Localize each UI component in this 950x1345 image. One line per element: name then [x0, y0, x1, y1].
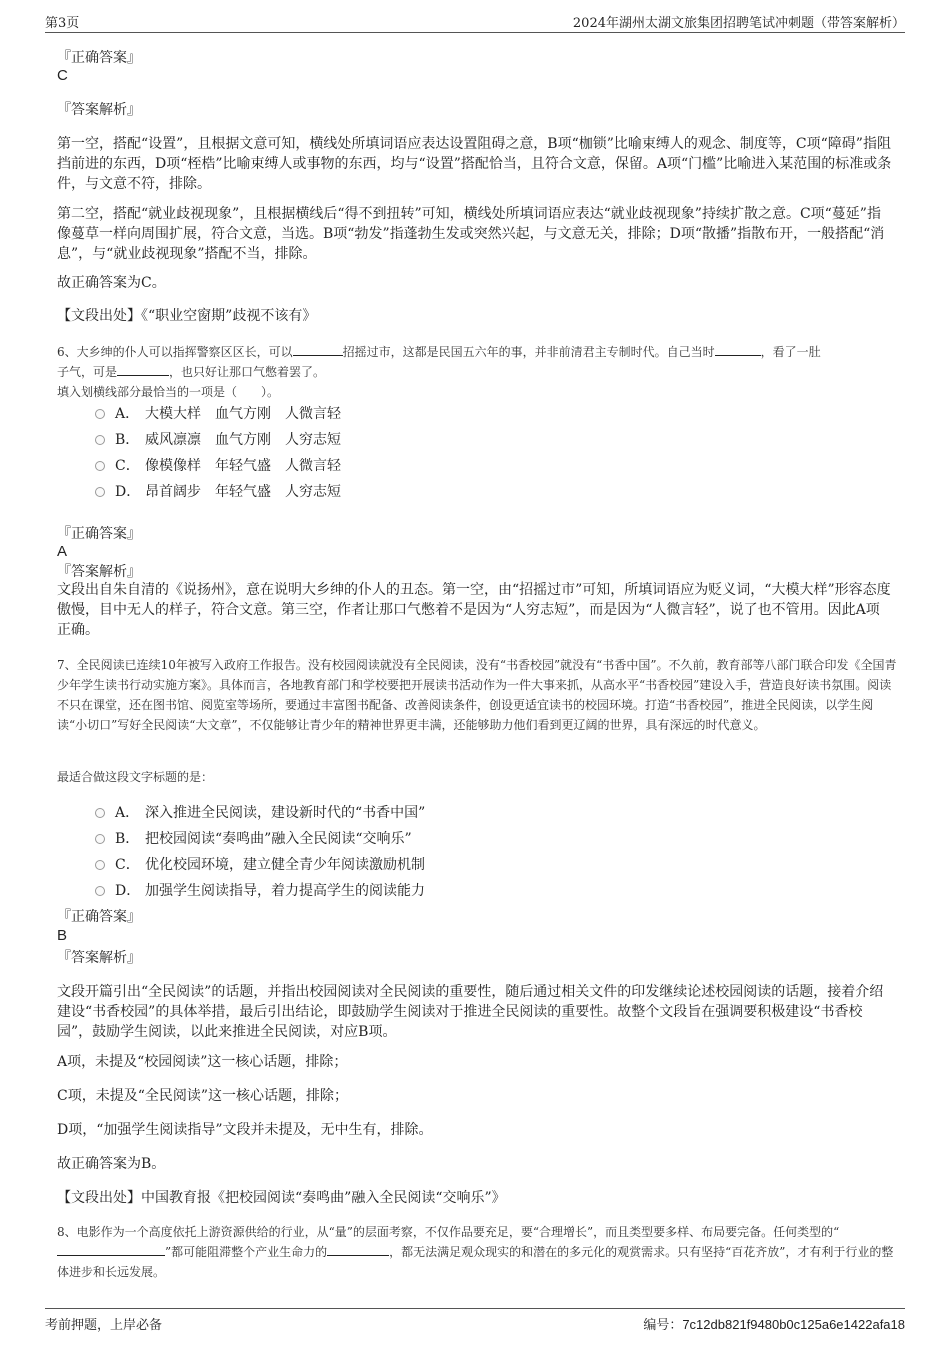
option-letter: D． — [115, 883, 141, 899]
option-text: 优化校园环境，建立健全青少年阅读激励机制 — [145, 857, 425, 873]
q5-source — [57, 306, 892, 326]
q8-blank-1 — [57, 1243, 165, 1256]
q6-option-c[interactable] — [95, 453, 341, 479]
q6-stem — [57, 342, 902, 402]
footer-slogan: 考前押题，上岸必备 — [45, 1318, 163, 1333]
q6-correct-label: 『正确答案』 — [57, 526, 141, 542]
option-word-3: 人穷志短 — [285, 432, 341, 448]
q6-stem-part-5: ，也只好让那口气憋着罢了。 — [169, 365, 326, 379]
q7-source-text: 中国教育报《把校园阅读“奏鸣曲”融入全民阅读“交响乐”》 — [141, 1190, 506, 1206]
option-text: 把校园阅读“奏鸣曲”融入全民阅读“交响乐” — [145, 831, 412, 847]
q7-option-b[interactable] — [95, 826, 425, 852]
q7-option-a[interactable] — [95, 800, 425, 826]
document-code-label: 编号： — [643, 1318, 683, 1333]
option-word-1: 昂首阔步 — [145, 484, 201, 500]
q8-stem-part-2: ”都可能阻滞整个产业生命力的 — [165, 1245, 328, 1259]
q6-options — [95, 401, 341, 505]
q7-analysis-option-a: A项，未提及“校园阅读”这一核心话题，排除； — [57, 1054, 348, 1070]
q7-option-d[interactable] — [95, 878, 425, 904]
option-letter: C． — [115, 458, 140, 474]
document-title: 2024年湖州太湖文旅集团招聘笔试冲刺题（带答案解析） — [572, 16, 905, 31]
option-text: 加强学生阅读指导，着力提高学生的阅读能力 — [145, 883, 425, 899]
q6-stem-part-1: 6、大乡绅的仆人可以指挥警察区区长，可以 — [57, 345, 293, 359]
q8-stem-part-1: 8、电影作为一个高度依托上游资源供给的行业，从“量”的层面考察，不仅作品要充足，要“合理增长”，而且类型要多样、布局要完备。任何类型的“ — [57, 1225, 840, 1239]
q6-answer: A — [57, 543, 68, 560]
option-word-2: 血气方刚 — [215, 432, 271, 448]
q5-source-label: 【文段出处】 — [57, 308, 141, 324]
option-letter: A． — [115, 406, 140, 422]
document-code-value: 7c12db821f9480b0c125a6e1422afa18 — [682, 1317, 905, 1332]
q5-correct-label: 『正确答案』 — [57, 50, 141, 66]
q7-analysis-option-c: C项，未提及“全民阅读”这一核心话题，排除； — [57, 1088, 349, 1104]
q6-analysis-label: 『答案解析』 — [57, 564, 141, 580]
q8-stem — [57, 1222, 902, 1282]
radio-icon[interactable] — [95, 834, 105, 844]
page-footer — [45, 1308, 905, 1333]
radio-icon[interactable] — [95, 808, 105, 818]
q8-stem-part-3: ，都无法满足观众现实的和潜在的多元化的观赏需求。只有坚持“百花齐放”，才有利于行业的整体进步和长远发展。 — [57, 1245, 894, 1279]
radio-icon[interactable] — [95, 860, 105, 870]
document-code — [643, 1314, 905, 1333]
q7-prompt: 最适合做这段文字标题的是： — [57, 770, 214, 784]
radio-icon[interactable] — [95, 409, 105, 419]
option-letter: D． — [115, 484, 141, 500]
q7-stem: 7、全民阅读已连续10年被写入政府工作报告。没有校园阅读就没有全民阅读，没有“书香校园”就没有“书香中国”。不久前，教育部等八部门联合印发《全国青少年学生读书行动实施方案》。具体而言，各地教育部门和学校要把开展读书活动作为一件大事来抓，从高水平“书香校园”建设入手，营造良好读书氛围。阅读不只在课堂，还在图书馆、阅览室等场所，要通过丰富图书配备、改善阅读条件，创设更适宜读书的校园环境。打造“书香校园”，推进全民阅读，以学生阅读“小切口”写好全民阅读“大文章”，不仅能够让青少年的精神世界更丰满，还能够助力他们看到更辽阔的世界，具有深远的时代意义。 — [57, 658, 897, 732]
q7-analysis-paragraph-1: 文段开篇引出“全民阅读”的话题，并指出校园阅读对全民阅读的重要性，随后通过相关文件的印发继续论述校园阅读的话题，接着介绍建设“书香校园”的具体举措，最后引出结论，即鼓励学生阅读对于推进全民阅读的重要性。故整个文段旨在强调要积极建设“书香校园”，鼓励学生阅读，以此来推进全民阅读，对应B项。 — [57, 984, 884, 1040]
q6-option-a[interactable] — [95, 401, 341, 427]
page-number: 第3页 — [45, 16, 80, 31]
q6-option-d[interactable] — [95, 479, 341, 505]
option-letter: C． — [115, 857, 140, 873]
q7-source-label: 【文段出处】 — [57, 1190, 141, 1206]
q5-analysis-paragraph-1: 第一空，搭配“设置”，且根据文意可知，横线处所填词语应表达设置阻碍之意，B项“枷锁”比喻束缚人的观念、制度等，C项“障碍”指阻挡前进的东西，D项“桎梏”比喻束缚人或事物的东西，均与“设置”搭配恰当，且符合文意，保留。A项“门槛”比喻进入某范围的标准或条件，与文意不符，排除。 — [57, 136, 892, 192]
option-word-1: 大模大样 — [145, 406, 201, 422]
q7-answer: B — [57, 927, 68, 944]
q7-options — [95, 800, 425, 904]
q7-analysis-option-d: D项，“加强学生阅读指导”文段并未提及，无中生有，排除。 — [57, 1122, 433, 1138]
q7-conclusion: 故正确答案为B。 — [57, 1156, 166, 1172]
option-letter: B． — [115, 432, 140, 448]
q6-stem-part-2: 招摇过市，这都是民国五六年的事，并非前清君主专制时代。自己当时 — [342, 345, 715, 359]
option-word-2: 年轻气盛 — [215, 458, 271, 474]
option-letter: A． — [115, 805, 140, 821]
q6-blank-2 — [715, 343, 761, 356]
option-word-2: 血气方刚 — [215, 406, 271, 422]
q7-source — [57, 1188, 892, 1208]
option-word-3: 人微言轻 — [285, 458, 341, 474]
option-letter: B． — [115, 831, 140, 847]
q6-prompt: 填入划横线部分最恰当的一项是（ ）。 — [57, 385, 280, 399]
page-header — [45, 10, 905, 33]
q6-stem-part-4: 子气，可是 — [57, 365, 118, 379]
q6-blank-3 — [117, 363, 169, 376]
option-word-2: 年轻气盛 — [215, 484, 271, 500]
q6-analysis: 文段出自朱自清的《说扬州》，意在说明大乡绅的仆人的丑态。第一空，由“招摇过市”可知，所填词语应为贬义词，“大模大样”形容态度傲慢，目中无人的样子，符合文意。第三空，作者让那口气憋着不是因为“人穷志短”，而是因为“人微言轻”，说了也不管用。因此A项正确。 — [57, 582, 891, 638]
q5-answer: C — [57, 67, 68, 84]
q5-analysis-paragraph-2: 第二空，搭配“就业歧视现象”，且根据横线后“得不到扭转”可知，横线处所填词语应表达“就业歧视现象”持续扩散之意。C项“蔓延”指像蔓草一样向周围扩展，符合文意，当选。B项“勃发”指蓬勃生发或突然兴起，与文意无关，排除；D项“散播”指散布开，一般搭配“消息”，与“就业歧视现象”搭配不当，排除。 — [57, 206, 885, 262]
q7-analysis-label: 『答案解析』 — [57, 950, 141, 966]
radio-icon[interactable] — [95, 461, 105, 471]
q7-correct-label: 『正确答案』 — [57, 909, 141, 925]
option-word-1: 像模像样 — [145, 458, 201, 474]
radio-icon[interactable] — [95, 487, 105, 497]
option-word-3: 人穷志短 — [285, 484, 341, 500]
q6-blank-1 — [293, 343, 343, 356]
q5-analysis-label: 『答案解析』 — [57, 102, 141, 118]
q5-source-text: 《“职业空窗期”歧视不该有》 — [141, 308, 317, 324]
q7-option-c[interactable] — [95, 852, 425, 878]
option-text: 深入推进全民阅读，建设新时代的“书香中国” — [145, 805, 426, 821]
radio-icon[interactable] — [95, 435, 105, 445]
option-word-1: 威风凛凛 — [145, 432, 201, 448]
radio-icon[interactable] — [95, 886, 105, 896]
q6-stem-part-3: ，看了一肚 — [760, 345, 821, 359]
q8-blank-2 — [327, 1243, 389, 1256]
q5-conclusion: 故正确答案为C。 — [57, 275, 166, 291]
q6-option-b[interactable] — [95, 427, 341, 453]
option-word-3: 人微言轻 — [285, 406, 341, 422]
